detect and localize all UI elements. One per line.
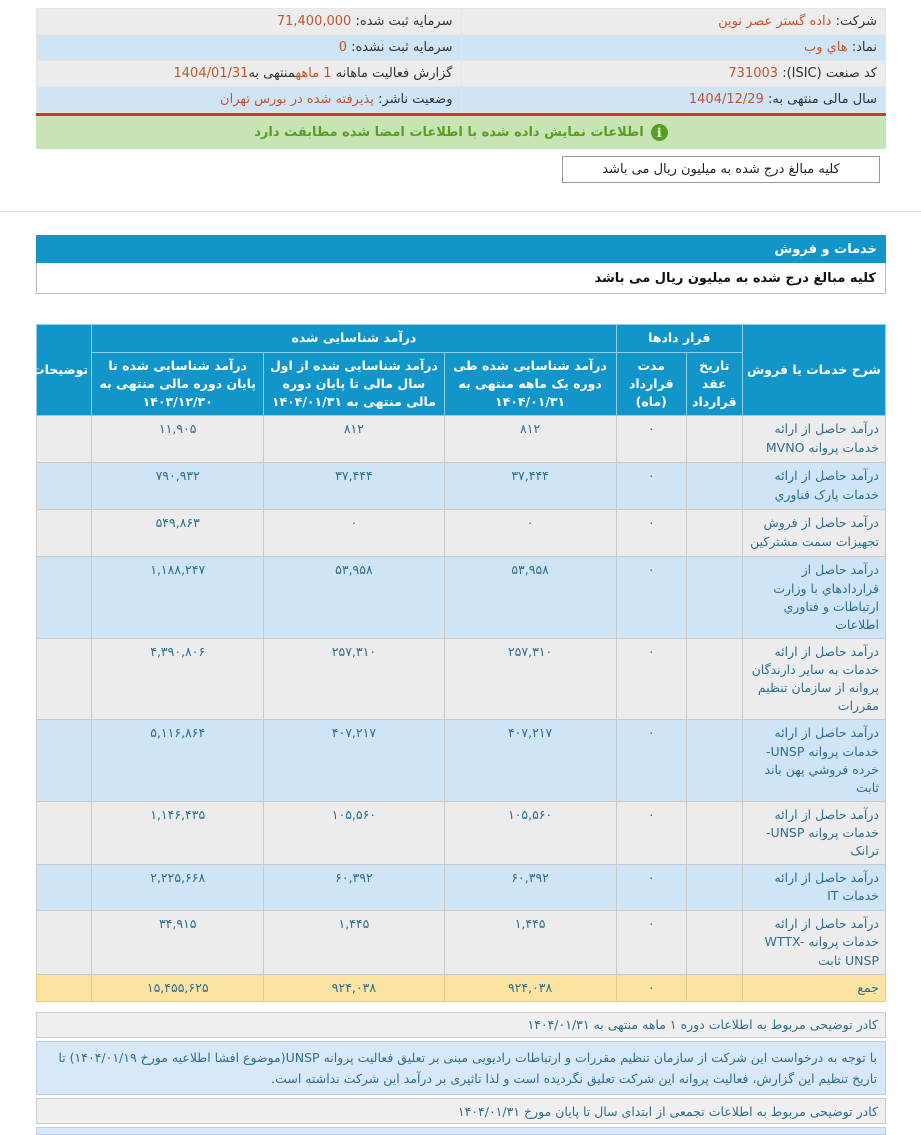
row-contract-date	[686, 865, 742, 911]
row-notes	[37, 720, 92, 802]
info-row	[37, 87, 886, 113]
row-duration: ۰	[616, 638, 686, 720]
section-units-note	[36, 263, 886, 294]
row-notes	[37, 510, 92, 557]
row-rev-prev: ۳۴,۹۱۵	[92, 911, 264, 974]
row-rev-ytd: ۶۰,۳۹۲	[264, 865, 444, 911]
row-notes	[37, 911, 92, 974]
row-desc: درآمد حاصل از ارائه خدمات به سایر دارندگان پروانه از سازمان تنظیم مقررات	[742, 638, 885, 720]
row-rev-prev: ۵۴۹,۸۶۳	[92, 510, 264, 557]
total-duration: ۰	[616, 974, 686, 1001]
row-desc: درآمد حاصل از ارائه خدمات پروانه MVNO	[742, 416, 885, 463]
row-rev-prev: ۲,۲۲۵,۶۶۸	[92, 865, 264, 911]
row-duration: ۰	[616, 911, 686, 974]
row-desc: درآمد حاصل از ارائه خدمات IT	[742, 865, 885, 911]
row-rev-prev: ۷۹۰,۹۳۲	[92, 463, 264, 510]
row-notes	[37, 463, 92, 510]
row-notes	[37, 638, 92, 720]
fiscal-year-value: 1404/12/29	[688, 92, 764, 107]
cumulative-explanation-title	[36, 1098, 886, 1124]
col-rev-ytd-header: درآمد شناسایی شده از اول سال مالی تا پایان دوره مالی منتهی به ۱۴۰۴/۰۱/۳۱	[264, 353, 444, 416]
total-rev-ytd: ۹۲۴,۰۳۸	[264, 974, 444, 1001]
period-explanation-title	[36, 1012, 886, 1038]
row-duration: ۰	[616, 801, 686, 864]
period-explanation-body-text: با توجه به درخواست این شرکت از سازمان تنظیم مقررات و ارتباطات رادیویی مبنی بر تعلیق فعالیت پروانه UNSP(موضوع افشا اطلاعیه مورخ ۱۴۰۴/۰۱/۱۹) تا تاریخ تنظیم این گزارش، فعالیت پروانه این شرکت تعلیق نگردیده است و لذا تاثیری بر درآمد این شرکت نداشته است.	[58, 1049, 877, 1086]
row-notes	[37, 801, 92, 864]
row-notes	[37, 416, 92, 463]
company-info-table	[36, 8, 886, 113]
row-desc: درآمد حاصل از قراردادهاي با وزارت ارتباطات و فناوري اطلاعات	[742, 557, 885, 639]
registered-capital-label: سرمایه ثبت شده:	[355, 14, 453, 29]
row-rev-month: ۴۰۷,۲۱۷	[444, 720, 616, 802]
row-rev-ytd: ۸۱۲	[264, 416, 444, 463]
section-units-text: کلیه مبالغ درج شده به میلیون ریال می باشد	[594, 270, 876, 286]
row-rev-ytd: ۴۰۷,۲۱۷	[264, 720, 444, 802]
section-divider	[0, 211, 921, 213]
row-rev-month: ۶۰,۳۹۲	[444, 865, 616, 911]
issuer-status-label: وضعیت ناشر:	[378, 92, 453, 107]
row-duration: ۰	[616, 510, 686, 557]
row-contract-date	[686, 416, 742, 463]
total-rev-prev: ۱۵,۴۵۵,۶۲۵	[92, 974, 264, 1001]
revenue-group-header: درآمد شناسایی شده	[92, 325, 617, 353]
isic-label: کد صنعت (ISIC):	[782, 66, 877, 81]
row-desc: درآمد حاصل از ارائه خدمات پارک فناوري	[742, 463, 885, 510]
cumulative-explanation-title-text: کادر توضیحی مربوط به اطلاعات تجمعی از ابتدای سال تا پایان مورخ ۱۴۰۴/۰۱/۳۱	[457, 1103, 878, 1119]
table-row	[37, 865, 886, 911]
symbol-value: هاي وب	[803, 40, 848, 55]
row-rev-prev: ۱۱,۹۰۵	[92, 416, 264, 463]
contracts-group-header: قرار دادها	[616, 325, 742, 353]
row-rev-prev: ۱,۱۴۶,۴۳۵	[92, 801, 264, 864]
table-row	[37, 720, 886, 802]
registered-capital-cell	[37, 9, 462, 35]
row-rev-prev: ۵,۱۱۶,۸۶۴	[92, 720, 264, 802]
section-header	[36, 235, 886, 263]
row-contract-date	[686, 720, 742, 802]
company-cell	[461, 9, 886, 35]
row-duration: ۰	[616, 720, 686, 802]
table-row	[37, 801, 886, 864]
row-rev-ytd: ۳۷,۴۴۴	[264, 463, 444, 510]
row-desc: درآمد حاصل از ارائه خدمات پروانه UNSP-خرده فروشي پهن باند ثابت	[742, 720, 885, 802]
info-icon: i	[651, 124, 668, 141]
unregistered-capital-cell	[37, 35, 462, 61]
row-rev-ytd: ۱,۴۴۵	[264, 911, 444, 974]
isic-cell	[461, 61, 886, 87]
report-type-label: گزارش فعالیت ماهانه	[335, 66, 453, 81]
row-rev-ytd: ۰	[264, 510, 444, 557]
revenue-table	[32, 324, 886, 1002]
report-page	[0, 0, 921, 183]
col-contract-duration-header: مدت قرارداد (ماه)	[616, 353, 686, 416]
signature-match-banner	[36, 116, 886, 149]
report-ending-label: منتهی به	[248, 66, 296, 81]
table-row	[37, 638, 886, 720]
period-explanation-title-text: کادر توضیحی مربوط به اطلاعات دوره ۱ ماهه منتهی به ۱۴۰۴/۰۱/۳۱	[527, 1017, 878, 1033]
row-duration: ۰	[616, 865, 686, 911]
issuer-status-cell	[37, 87, 462, 113]
row-duration: ۰	[616, 463, 686, 510]
symbol-cell	[461, 35, 886, 61]
table-row	[37, 463, 886, 510]
row-rev-ytd: ۲۵۷,۳۱۰	[264, 638, 444, 720]
row-rev-month: ۱۰۵,۵۶۰	[444, 801, 616, 864]
row-rev-ytd: ۵۳,۹۵۸	[264, 557, 444, 639]
section-title: خدمات و فروش	[774, 241, 877, 257]
row-rev-month: ۳۷,۴۴۴	[444, 463, 616, 510]
unregistered-capital-label: سرمایه ثبت نشده:	[351, 40, 453, 55]
row-rev-prev: ۱,۱۸۸,۲۴۷	[92, 557, 264, 639]
info-row	[37, 9, 886, 35]
row-rev-month: ۰	[444, 510, 616, 557]
cumulative-explanation-body-partial	[36, 1127, 886, 1135]
row-contract-date	[686, 557, 742, 639]
table-row	[37, 911, 886, 974]
col-desc-header: شرح خدمات یا فروش	[742, 325, 885, 416]
row-rev-month: ۱,۴۴۵	[444, 911, 616, 974]
symbol-label: نماد:	[851, 40, 877, 55]
row-duration: ۰	[616, 557, 686, 639]
row-rev-month: ۲۵۷,۳۱۰	[444, 638, 616, 720]
row-rev-month: ۵۳,۹۵۸	[444, 557, 616, 639]
row-rev-prev: ۴,۳۹۰,۸۰۶	[92, 638, 264, 720]
col-notes-header: توضیحات	[37, 325, 92, 416]
header-group-row	[37, 325, 886, 353]
period-explanation-body	[36, 1041, 886, 1096]
total-label: جمع	[742, 974, 885, 1001]
report-type-cell	[37, 61, 462, 87]
unregistered-capital-value: 0	[338, 40, 347, 55]
col-contract-date-header: تاریخ عقد قرارداد	[686, 353, 742, 416]
row-duration: ۰	[616, 416, 686, 463]
isic-value: 731003	[728, 66, 779, 81]
col-rev-month-header: درآمد شناسایی شده طی دوره یک ماهه منتهی به ۱۴۰۴/۰۱/۳۱	[444, 353, 616, 416]
units-note-text: کلیه مبالغ درج شده به میلیون ریال می باشد	[602, 162, 840, 177]
row-contract-date	[686, 801, 742, 864]
table-row	[37, 557, 886, 639]
total-notes	[37, 974, 92, 1001]
col-rev-prev-header: درآمد شناسایی شده تا پایان دوره مالی منتهی به ۱۴۰۳/۱۲/۳۰	[92, 353, 264, 416]
fiscal-year-label: سال مالی منتهی به:	[767, 92, 877, 107]
row-desc: درآمد حاصل از ارائه خدمات پروانه UNSP-ترانک	[742, 801, 885, 864]
units-note-box	[562, 156, 880, 183]
report-ending-date: 1404/01/31	[173, 66, 249, 81]
info-row	[37, 35, 886, 61]
company-label: شرکت:	[835, 14, 877, 29]
table-row	[37, 416, 886, 463]
row-contract-date	[686, 911, 742, 974]
signature-match-text: اطلاعات نمایش داده شده با اطلاعات امضا شده مطابقت دارد	[254, 125, 644, 140]
company-value: داده گستر عصر نوین	[718, 14, 832, 29]
issuer-status-value: پذیرفته شده در بورس تهران	[220, 92, 374, 107]
registered-capital-value: 71,400,000	[276, 14, 352, 29]
row-desc: درآمد حاصل از ارائه خدمات پروانه WTTX-UNSP ثابت	[742, 911, 885, 974]
total-rev-month: ۹۲۴,۰۳۸	[444, 974, 616, 1001]
row-desc: درآمد حاصل از فروش تجهیزات سمت مشترکین	[742, 510, 885, 557]
row-rev-month: ۸۱۲	[444, 416, 616, 463]
sales-section	[0, 235, 921, 1135]
row-contract-date	[686, 463, 742, 510]
info-row	[37, 61, 886, 87]
total-contract-date	[686, 974, 742, 1001]
table-row	[37, 510, 886, 557]
row-notes	[37, 557, 92, 639]
row-notes	[37, 865, 92, 911]
report-period-value: 1 ماهه	[295, 66, 332, 81]
row-contract-date	[686, 638, 742, 720]
explanations-section	[36, 1012, 886, 1135]
total-row	[37, 974, 886, 1001]
row-contract-date	[686, 510, 742, 557]
row-rev-ytd: ۱۰۵,۵۶۰	[264, 801, 444, 864]
fiscal-year-cell	[461, 87, 886, 113]
